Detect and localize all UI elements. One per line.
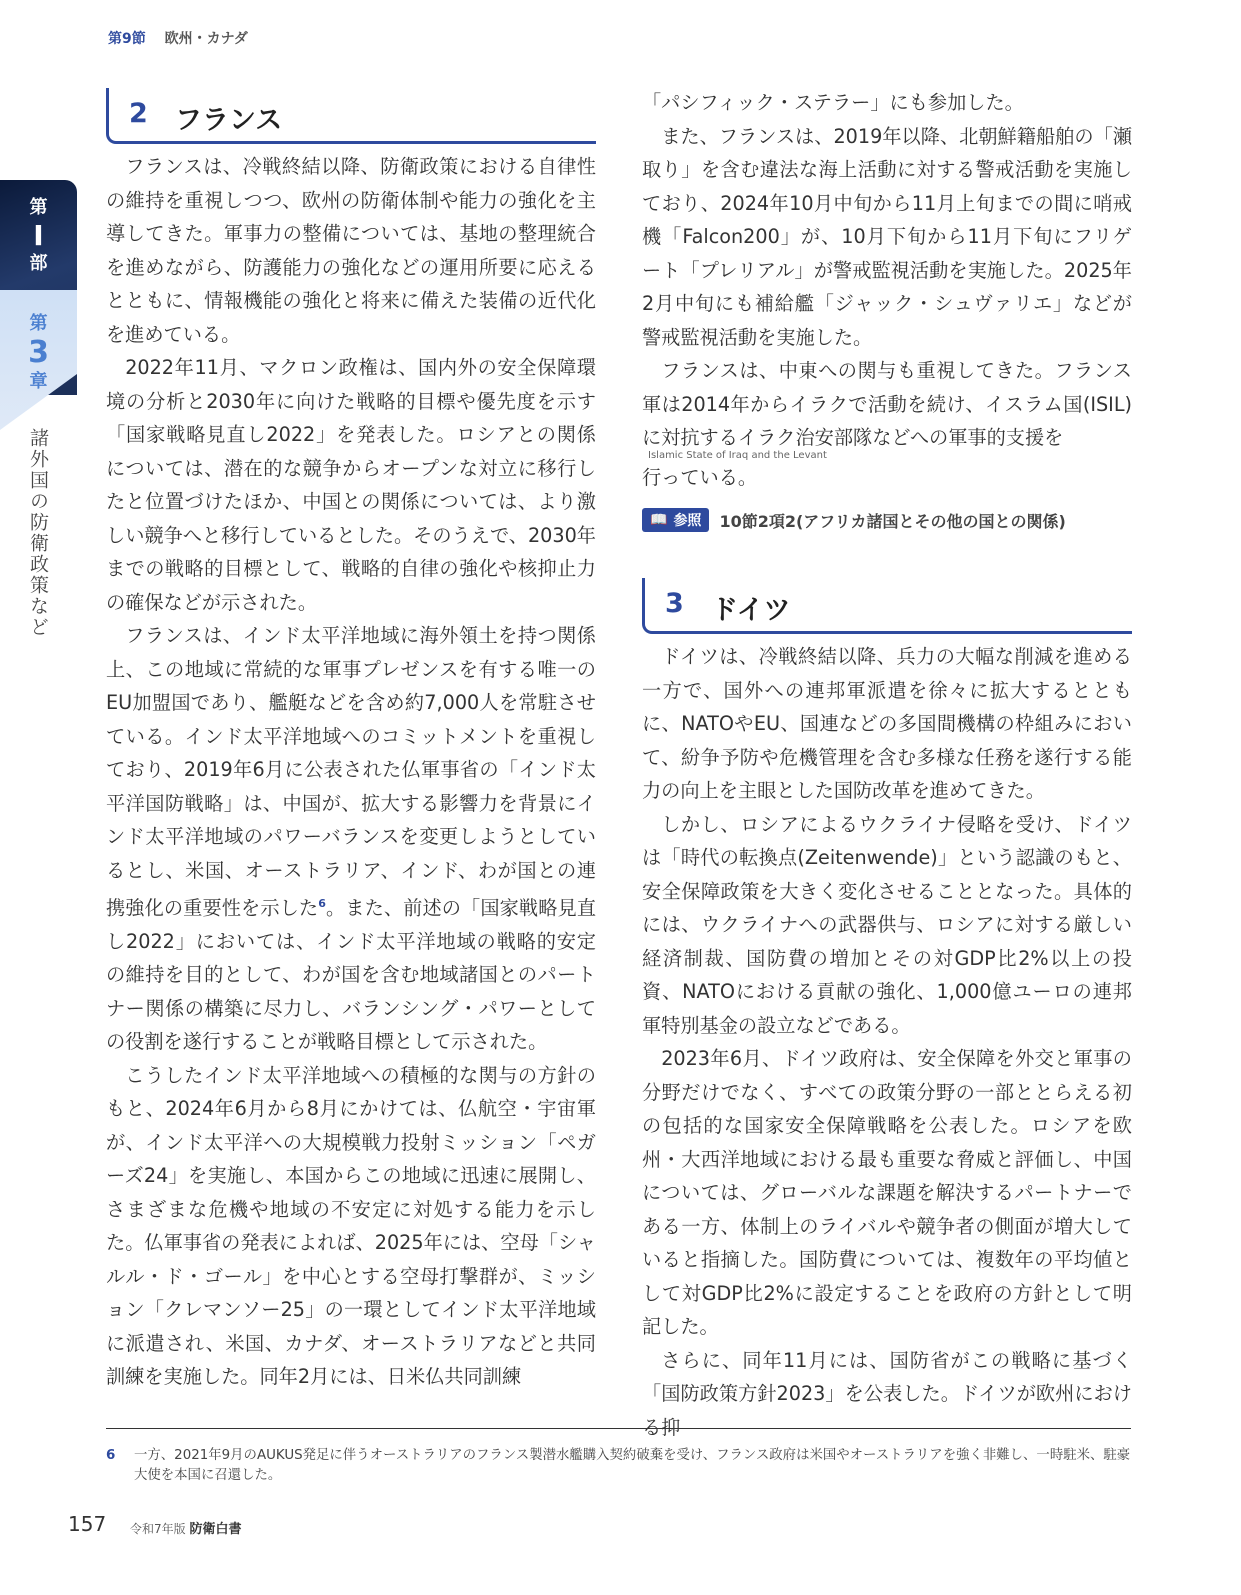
germany-heading (642, 578, 1132, 634)
footnote-divider (106, 1428, 1131, 1429)
france-paragraph-4: こうしたインド太平洋地域への積極的な関与の方針のもと、2024年6月から8月にかけては、仏航空・宇宙軍が、インド太平洋への大規模戦力投射ミッション「ペガーズ24」を実施し、本国からこの地域に迅速に展開し、さまざまな危機や地域の不安定に対処する能力を示した。仏軍事省の発表によれば、2025年には、空母「シャルル・ド・ゴール」を中心とする空母打撃群が、ミッション「クレマンソー25」の一環としてインド太平洋地域に派遣され、米国、カナダ、オーストラリアなどと共同訓練を実施した。同年2月には、日米仏共同訓練 (106, 1063, 596, 1389)
book-name: 防衛白書 (189, 1522, 242, 1537)
section-number: 第9節 (108, 31, 146, 47)
reference-label: 参照 (673, 513, 702, 529)
france-paragraph-2: 2022年11月、マクロン政権は、国内外の安全保障環境の分析と2030年に向けた戦略的目標や優先度を示す「国家戦略見直し2022」を発表した。ロシアとの関係については、潜在的な競争からオープンな対立に移行したと位置づけたほか、中国との関係については、より激しい競争へと移行しているとした。そのうえで、2030年までの戦略的目標として、戦略的自律の強化や核抑止力の確保などが示された。 (106, 356, 596, 614)
france-paragraph-5: また、フランスは、2019年以降、北朝鮮籍船舶の「瀬取り」を含む違法な海上活動に対する警戒活動を実施しており、2024年10月中旬から11月上旬までの間に哨戒機「Falcon200」が、10月下旬から11月下旬にフリゲート「プレリアル」が警戒監視活動を実施した。2025年2月中旬にも補給艦「ジャック・シュヴァリエ」などが警戒監視活動を実施した。 (642, 124, 1132, 349)
france-heading-title: フランス (175, 105, 283, 136)
reference-badge (642, 508, 709, 532)
book-icon: 📖 (650, 512, 668, 528)
chapter-bottom: 章 (29, 371, 48, 392)
section-title: 欧州・カナダ (164, 31, 248, 47)
part-number: I (33, 219, 44, 252)
germany-paragraph-4: さらに、同年11月には、国防省がこの戦略に基づく「国防政策方針2023」を公表した。ドイツが欧州における抑 (642, 1348, 1132, 1439)
germany-paragraph-1: ドイツは、冷戦終結以降、兵力の大幅な削減を進める一方で、国外への連邦軍派遣を徐々に拡大するとともに、NATOやEU、国連などの多国間機構の枠組みにおいて、紛争予防や危機管理を含む多様な任務を遂行する能力の向上を主眼とした国防改革を進めてきた。 (642, 645, 1132, 802)
book-title (130, 1518, 241, 1537)
france-paragraph-4-continued: 「パシフィック・ステラー」にも参加した。 (642, 91, 1024, 114)
footnote-marker[interactable]: 6 (318, 897, 326, 910)
footnote (106, 1446, 1131, 1486)
france-heading (106, 88, 596, 144)
running-header (108, 28, 248, 48)
france-paragraph-6: フランスは、中東への関与も重視してきた。フランス軍は2014年からイラクで活動を続け、イスラム国(ISIL)に対抗するイラク治安部隊などへの軍事的支援を (642, 359, 1132, 449)
france-paragraph-3a: フランスは、インド太平洋地域に海外領土を持つ関係上、この地域に常続的な軍事プレゼンスを有する唯一のEU加盟国であり、艦艇などを含め約7,000人を常駐させている。インド太平洋地域へのコミットメントを重視しており、2019年6月に公表された仏軍事省の「インド太平洋国防戦略」は、中国が、拡大する影響力を背景にインド太平洋地域のパワーバランスを変更しようとしているとし、米国、オーストラリア、インド、わが国との連携強化の重要性を示した (106, 624, 596, 920)
edition: 令和7年版 (130, 1522, 186, 1536)
france-paragraph-3 (106, 619, 596, 1059)
france-paragraph-1: フランスは、冷戦終結以降、防衛政策における自律性の維持を重視しつつ、欧州の防衛体制や能力の強化を主導してきた。軍事力の整備については、基地の整理統合を進めながら、防護能力の強化などの運用所要に応える とともに、情報機能の強化と将来に備えた装備の近代化を進めている。 (106, 155, 596, 346)
page-number: 157 (68, 1512, 107, 1536)
germany-heading-number: 3 (665, 588, 684, 619)
germany-paragraph-2: しかし、ロシアによるウクライナ侵略を受け、ドイツは「時代の転換点(Zeitenwende)」という認識のもと、安全保障政策を大きく変化させることとなった。具体的には、ウクライナへの武器供与、ロシアに対する厳しい経済制裁、国防費の増加とその対GDP比2%以上の投資、NATOにおける貢献の強化、1,000億ユーロの連邦軍特別基金の設立などである。 (642, 812, 1132, 1037)
right-column (642, 86, 1132, 1444)
chapter-top: 第 (29, 313, 48, 334)
footnote-text: 一方、2021年9月のAUKUS発足に伴うオーストラリアのフランス製潜水艦購入契約破棄を受け、フランス政府は米国やオーストラリアを強く非難し、一時駐米、駐豪大使を本国に召還した。 (134, 1448, 1131, 1483)
chapter-title: 諸外国の防衛政策など (27, 428, 49, 638)
isil-abbreviation-note: Islamic State of Iraq and the Levant (648, 449, 827, 461)
france-heading-number: 2 (129, 98, 148, 129)
france-paragraph-3b: 。また、前述の「国家戦略見直し2022」においては、インド太平洋地域の戦略的安定の維持を目的として、わが国を含む地域諸国とのパートナー関係の構築に尽力し、バランシング・パワーとしての役割を遂行することが戦略目標として示された。 (106, 896, 597, 1054)
germany-paragraph-3: 2023年6月、ドイツ政府は、安全保障を外交と軍事の分野だけでなく、すべての政策分野の一部ととらえる初の包括的な国家安全保障戦略を公表した。ロシアを欧州・大西洋地域における最も重要な脅威と評価し、中国については、グローバルな課題を解決するパートナーである一方、体制上のライバルや競争者の側面が増大していると指摘した。国防費については、複数年の平均値として対GDP比2%に設定することを政府の方針として明記した。 (642, 1047, 1132, 1338)
france-paragraph-6-end: 行っている。 (642, 465, 758, 489)
chapter-number: 3 (28, 335, 49, 370)
reference-text: 10節2項2(アフリカ諸国とその他の国との関係) (719, 511, 1066, 531)
left-column (106, 88, 596, 1394)
part-bottom: 部 (29, 253, 48, 274)
germany-heading-title: ドイツ (711, 595, 791, 626)
part-top: 第 (29, 197, 48, 218)
footnote-number: 6 (106, 1448, 116, 1463)
reference-link[interactable] (642, 508, 1132, 532)
part-label (0, 196, 77, 276)
chapter-label (0, 312, 77, 394)
